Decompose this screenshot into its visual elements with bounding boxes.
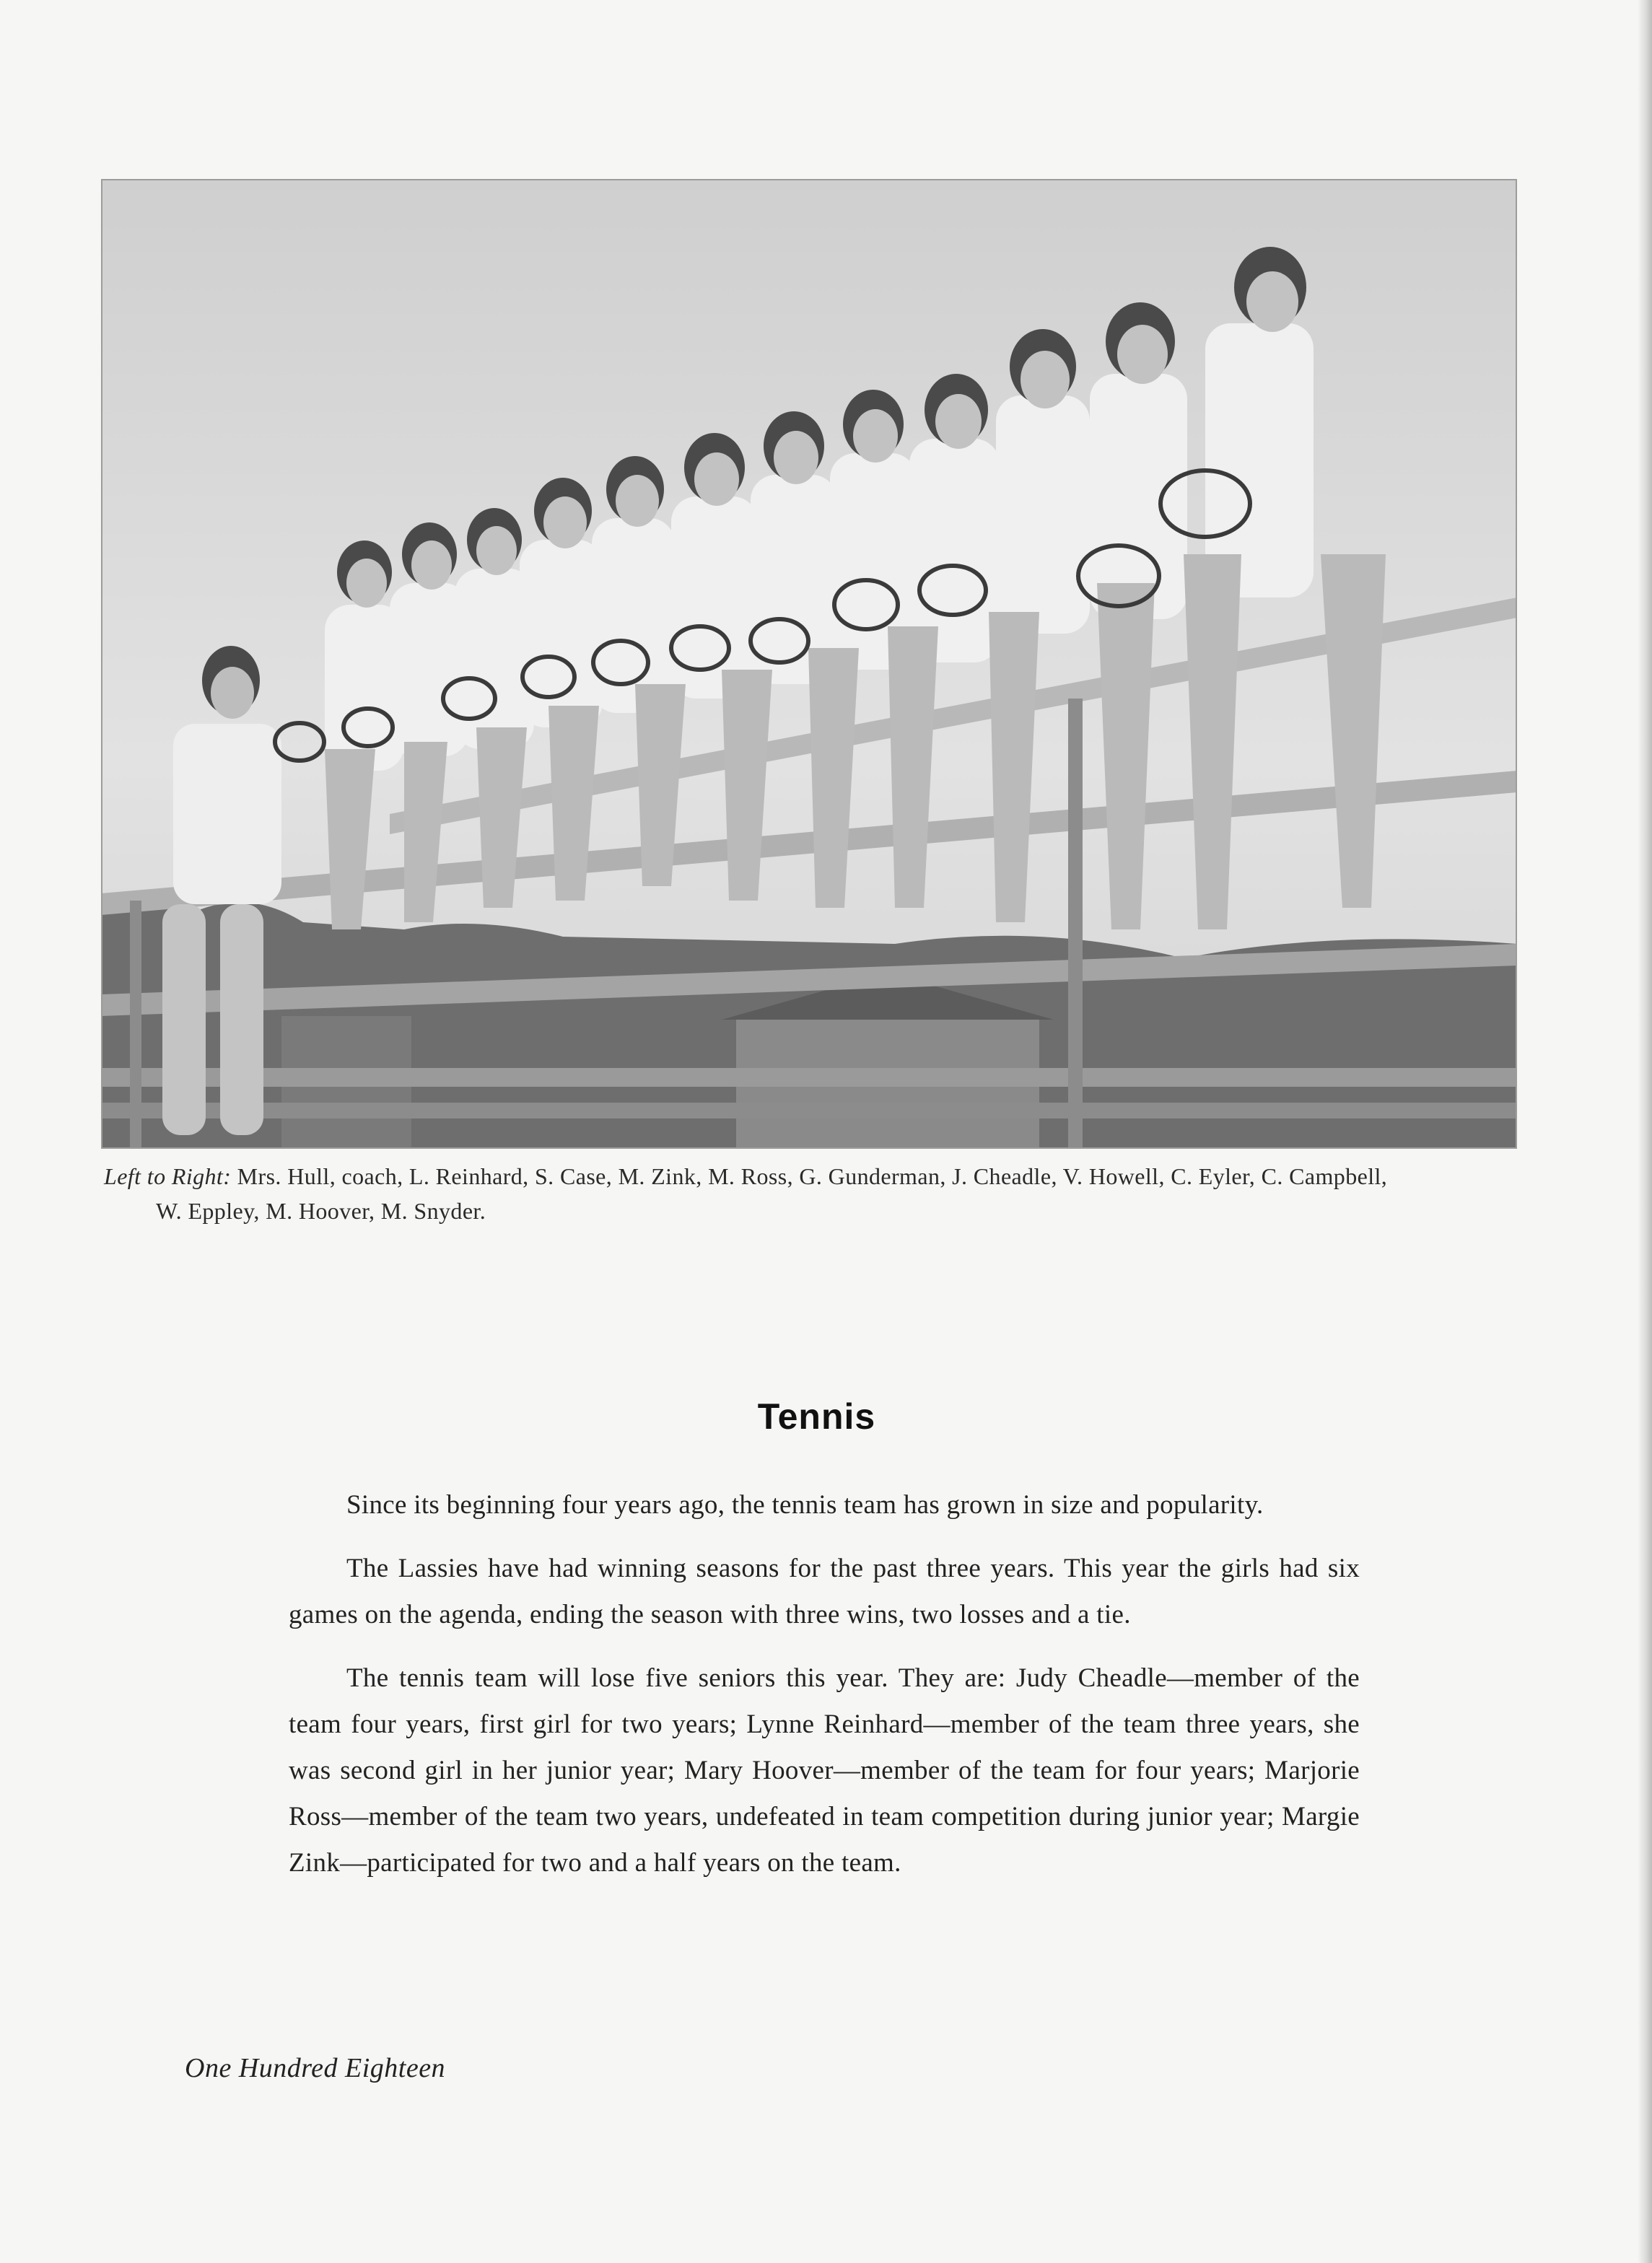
photo-caption	[104, 1159, 1540, 1228]
page-number: One Hundred Eighteen	[185, 2053, 446, 2083]
page-edge	[1638, 0, 1652, 2263]
team-photo-drawing	[101, 179, 1517, 1149]
paragraph-1: Since its beginning four years ago, the tennis team has grown in size and popularity.	[346, 1490, 1264, 1520]
paragraph-2: The Lassies have had winning seasons for the past three years. This year the girls had six games on the agenda, ending the season with three wins, two losses and a tie.	[289, 1554, 1360, 1629]
section-title: Tennis	[757, 1396, 876, 1437]
team-photo	[101, 179, 1517, 1149]
caption-lead: Left to Right:	[104, 1163, 232, 1189]
article-body	[289, 1482, 1360, 1904]
paragraph-3: The tennis team will lose five seniors this year. They are: Judy Cheadle—member of the team four years, first girl for two years; Lynne Reinhard—member of the team three years, she was second girl in her junior year; Mary Hoover—member of the team for four years; Marjorie Ross—member of the team two years, undefeated in team competition during junior year; Margie Zink—participated for two and a half years on the team.	[289, 1663, 1360, 1878]
caption-line-1: Mrs. Hull, coach, L. Reinhard, S. Case, M. Zink, M. Ross, G. Gunderman, J. Cheadle, V. Howell, C. Eyler, C. Campbell,	[237, 1163, 1388, 1189]
caption-line-2: W. Eppley, M. Hoover, M. Snyder.	[156, 1198, 486, 1224]
